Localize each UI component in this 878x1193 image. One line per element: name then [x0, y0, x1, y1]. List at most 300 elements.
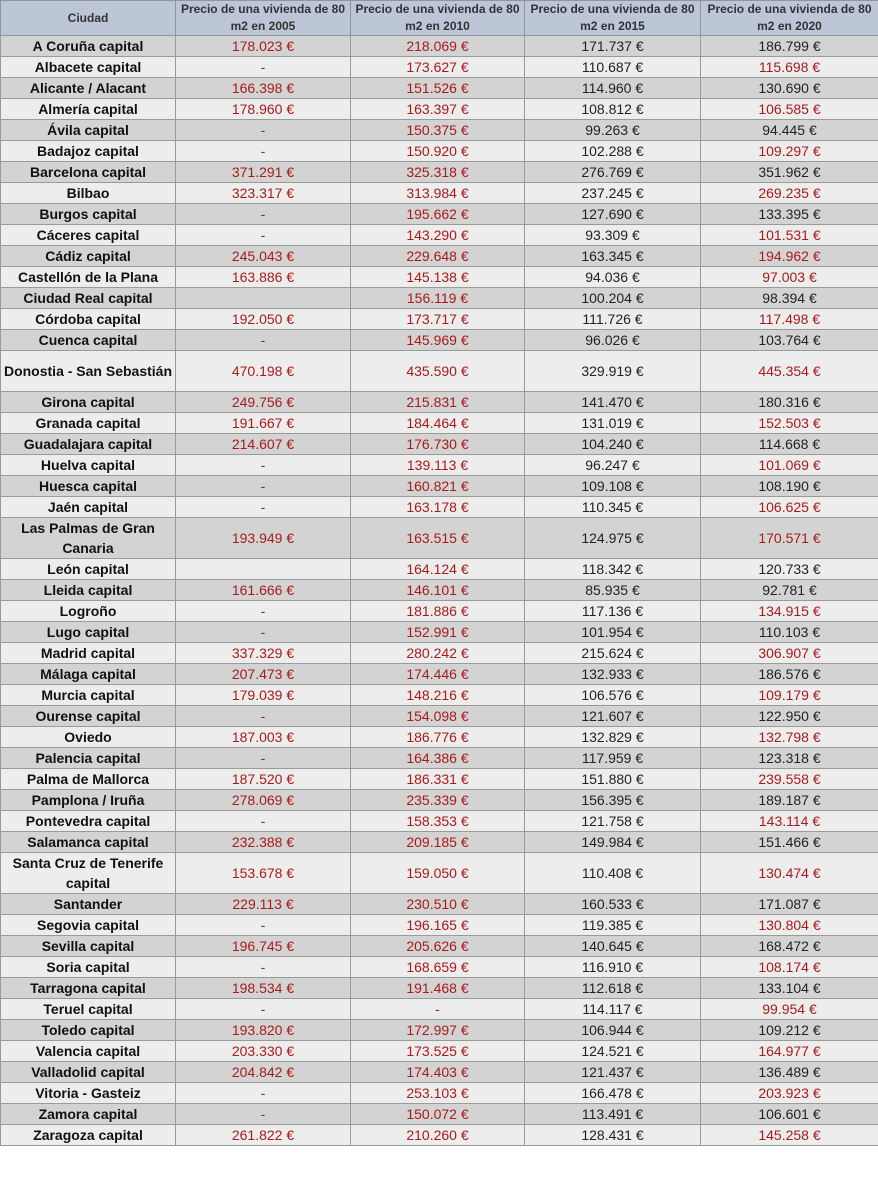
price-2005-cell: - [176, 330, 351, 351]
price-2010-cell: 164.386 € [351, 748, 525, 769]
price-2010-cell: 146.101 € [351, 580, 525, 601]
price-2005-cell: 163.886 € [176, 267, 351, 288]
city-cell: Zaragoza capital [1, 1125, 176, 1146]
price-2015-cell: 329.919 € [525, 351, 701, 392]
city-cell: Valencia capital [1, 1041, 176, 1062]
price-2015-cell: 106.944 € [525, 1020, 701, 1041]
price-2010-cell: 163.397 € [351, 99, 525, 120]
price-2020-cell: 133.395 € [701, 204, 878, 225]
price-2020-cell: 133.104 € [701, 978, 878, 999]
price-2010-cell: 154.098 € [351, 706, 525, 727]
price-2020-cell: 171.087 € [701, 894, 878, 915]
price-2020-cell: 108.174 € [701, 957, 878, 978]
price-2010-cell: 191.468 € [351, 978, 525, 999]
table-row [1, 643, 878, 664]
price-2005-cell: 229.113 € [176, 894, 351, 915]
price-2020-cell: 130.690 € [701, 78, 878, 99]
city-cell: Girona capital [1, 392, 176, 413]
price-2005-cell: 198.534 € [176, 978, 351, 999]
price-2010-cell: 218.069 € [351, 36, 525, 57]
city-cell: Sevilla capital [1, 936, 176, 957]
city-cell: Alicante / Alacant [1, 78, 176, 99]
table-row [1, 288, 878, 309]
table-row [1, 915, 878, 936]
price-2015-cell: 276.769 € [525, 162, 701, 183]
price-2015-cell: 160.533 € [525, 894, 701, 915]
price-2005-cell: 187.003 € [176, 727, 351, 748]
city-cell: Lugo capital [1, 622, 176, 643]
price-2015-cell: 121.607 € [525, 706, 701, 727]
price-2005-cell: 193.949 € [176, 518, 351, 559]
table-row [1, 685, 878, 706]
city-cell: Las Palmas de Gran Canaria [1, 518, 176, 559]
price-2015-cell: 101.954 € [525, 622, 701, 643]
price-2015-cell: 140.645 € [525, 936, 701, 957]
price-2005-cell: - [176, 957, 351, 978]
city-cell: Cuenca capital [1, 330, 176, 351]
price-2015-cell: 124.521 € [525, 1041, 701, 1062]
price-2005-cell: - [176, 999, 351, 1020]
table-row [1, 99, 878, 120]
price-2010-cell: 325.318 € [351, 162, 525, 183]
price-2015-cell: 114.960 € [525, 78, 701, 99]
table-row [1, 978, 878, 999]
price-2005-cell: 179.039 € [176, 685, 351, 706]
city-cell: Castellón de la Plana [1, 267, 176, 288]
table-row [1, 769, 878, 790]
price-2020-cell: 186.799 € [701, 36, 878, 57]
price-2020-cell: 94.445 € [701, 120, 878, 141]
price-2010-cell: 215.831 € [351, 392, 525, 413]
price-2020-cell: 186.576 € [701, 664, 878, 685]
table-row [1, 413, 878, 434]
city-cell: Cádiz capital [1, 246, 176, 267]
price-2015-cell: 109.108 € [525, 476, 701, 497]
price-2010-cell: 148.216 € [351, 685, 525, 706]
table-row [1, 748, 878, 769]
price-2005-cell: 196.745 € [176, 936, 351, 957]
price-2020-cell: 269.235 € [701, 183, 878, 204]
price-2005-cell: - [176, 1104, 351, 1125]
price-2010-cell: 152.991 € [351, 622, 525, 643]
price-2005-cell: - [176, 811, 351, 832]
price-2010-cell: 156.119 € [351, 288, 525, 309]
price-2005-cell: 153.678 € [176, 853, 351, 894]
price-2005-cell: - [176, 141, 351, 162]
price-2020-cell: 109.212 € [701, 1020, 878, 1041]
table-row [1, 455, 878, 476]
price-2005-cell: 261.822 € [176, 1125, 351, 1146]
price-2010-cell: 145.138 € [351, 267, 525, 288]
city-cell: Vitoria - Gasteiz [1, 1083, 176, 1104]
price-2005-cell: 232.388 € [176, 832, 351, 853]
table-row [1, 141, 878, 162]
price-2005-cell: 178.023 € [176, 36, 351, 57]
table-row [1, 1125, 878, 1146]
table-row [1, 330, 878, 351]
price-2015-cell: 163.345 € [525, 246, 701, 267]
price-2015-cell: 156.395 € [525, 790, 701, 811]
city-cell: Córdoba capital [1, 309, 176, 330]
price-2005-cell: 323.317 € [176, 183, 351, 204]
city-cell: Huesca capital [1, 476, 176, 497]
price-2015-cell: 113.491 € [525, 1104, 701, 1125]
price-2015-cell: 121.758 € [525, 811, 701, 832]
price-2005-cell: - [176, 497, 351, 518]
price-2020-cell: 203.923 € [701, 1083, 878, 1104]
table-row [1, 120, 878, 141]
city-cell: Ciudad Real capital [1, 288, 176, 309]
price-2015-cell: 171.737 € [525, 36, 701, 57]
price-2015-cell: 117.959 € [525, 748, 701, 769]
price-2020-cell: 106.625 € [701, 497, 878, 518]
city-cell: León capital [1, 559, 176, 580]
price-2010-cell: 143.290 € [351, 225, 525, 246]
price-2005-cell: 203.330 € [176, 1041, 351, 1062]
price-2015-cell: 93.309 € [525, 225, 701, 246]
price-2005-cell: - [176, 622, 351, 643]
table-row [1, 894, 878, 915]
table-row [1, 183, 878, 204]
price-2010-cell: 139.113 € [351, 455, 525, 476]
price-2010-cell: 173.627 € [351, 57, 525, 78]
price-2020-cell: 110.103 € [701, 622, 878, 643]
price-2010-cell: 158.353 € [351, 811, 525, 832]
price-2020-cell: 306.907 € [701, 643, 878, 664]
price-2005-cell: 166.398 € [176, 78, 351, 99]
price-2005-cell: 193.820 € [176, 1020, 351, 1041]
price-2010-cell: 159.050 € [351, 853, 525, 894]
price-2015-cell: 111.726 € [525, 309, 701, 330]
price-2015-cell: 132.933 € [525, 664, 701, 685]
price-2005-cell: - [176, 476, 351, 497]
table-row [1, 1083, 878, 1104]
table-row [1, 476, 878, 497]
price-2015-cell: 215.624 € [525, 643, 701, 664]
price-2015-cell: 128.431 € [525, 1125, 701, 1146]
price-2020-cell: 92.781 € [701, 580, 878, 601]
city-cell: Toledo capital [1, 1020, 176, 1041]
city-cell: Cáceres capital [1, 225, 176, 246]
price-2010-cell: 229.648 € [351, 246, 525, 267]
price-2020-cell: 143.114 € [701, 811, 878, 832]
price-2005-cell: - [176, 57, 351, 78]
city-cell: Salamanca capital [1, 832, 176, 853]
price-2020-cell: 145.258 € [701, 1125, 878, 1146]
price-2010-cell: 163.515 € [351, 518, 525, 559]
table-row [1, 267, 878, 288]
city-cell: Segovia capital [1, 915, 176, 936]
price-2015-cell: 112.618 € [525, 978, 701, 999]
city-cell: Valladolid capital [1, 1062, 176, 1083]
city-cell: Madrid capital [1, 643, 176, 664]
price-2015-cell: 104.240 € [525, 434, 701, 455]
price-2010-cell: 168.659 € [351, 957, 525, 978]
price-2020-cell: 164.977 € [701, 1041, 878, 1062]
price-2020-cell: 132.798 € [701, 727, 878, 748]
city-cell: Lleida capital [1, 580, 176, 601]
table-row [1, 727, 878, 748]
table-row [1, 853, 878, 894]
table-row [1, 57, 878, 78]
price-2005-cell: 470.198 € [176, 351, 351, 392]
price-2010-cell: 163.178 € [351, 497, 525, 518]
city-cell: Zamora capital [1, 1104, 176, 1125]
price-2005-cell: - [176, 601, 351, 622]
city-cell: Pontevedra capital [1, 811, 176, 832]
city-cell: Soria capital [1, 957, 176, 978]
price-2005-cell: 191.667 € [176, 413, 351, 434]
table-row [1, 36, 878, 57]
city-cell: Málaga capital [1, 664, 176, 685]
header-2005: Precio de una vivienda de 80 m2 en 2005 [176, 1, 351, 36]
table-body [1, 36, 878, 1146]
price-2020-cell: 103.764 € [701, 330, 878, 351]
price-2010-cell: 174.403 € [351, 1062, 525, 1083]
city-cell: A Coruña capital [1, 36, 176, 57]
price-2020-cell: 117.498 € [701, 309, 878, 330]
price-2010-cell: 253.103 € [351, 1083, 525, 1104]
price-2015-cell: 131.019 € [525, 413, 701, 434]
city-cell: Ourense capital [1, 706, 176, 727]
price-2010-cell: 186.776 € [351, 727, 525, 748]
table-row [1, 999, 878, 1020]
table-row [1, 580, 878, 601]
price-2020-cell: 120.733 € [701, 559, 878, 580]
table-row [1, 225, 878, 246]
price-2020-cell: 152.503 € [701, 413, 878, 434]
table-row [1, 162, 878, 183]
price-2020-cell: 136.489 € [701, 1062, 878, 1083]
city-cell: Barcelona capital [1, 162, 176, 183]
price-2005-cell: - [176, 455, 351, 476]
price-2010-cell: 176.730 € [351, 434, 525, 455]
price-2020-cell: 123.318 € [701, 748, 878, 769]
table-row [1, 497, 878, 518]
price-2015-cell: 121.437 € [525, 1062, 701, 1083]
price-2005-cell: 245.043 € [176, 246, 351, 267]
price-2015-cell: 96.026 € [525, 330, 701, 351]
city-cell: Tarragona capital [1, 978, 176, 999]
city-cell: Logroño [1, 601, 176, 622]
price-2010-cell: 174.446 € [351, 664, 525, 685]
price-2020-cell: 97.003 € [701, 267, 878, 288]
header-2020: Precio de una vivienda de 80 m2 en 2020 [701, 1, 878, 36]
price-2020-cell: 239.558 € [701, 769, 878, 790]
table-row [1, 832, 878, 853]
price-2005-cell: 278.069 € [176, 790, 351, 811]
price-2020-cell: 168.472 € [701, 936, 878, 957]
table-row [1, 351, 878, 392]
city-cell: Palencia capital [1, 748, 176, 769]
price-2015-cell: 96.247 € [525, 455, 701, 476]
city-cell: Guadalajara capital [1, 434, 176, 455]
price-2015-cell: 110.408 € [525, 853, 701, 894]
city-cell: Pamplona / Iruña [1, 790, 176, 811]
price-2015-cell: 124.975 € [525, 518, 701, 559]
city-cell: Murcia capital [1, 685, 176, 706]
table-row [1, 1041, 878, 1062]
price-2020-cell: 108.190 € [701, 476, 878, 497]
price-2020-cell: 189.187 € [701, 790, 878, 811]
price-2010-cell: 186.331 € [351, 769, 525, 790]
price-2015-cell: 106.576 € [525, 685, 701, 706]
price-2010-cell: 160.821 € [351, 476, 525, 497]
price-2005-cell: 204.842 € [176, 1062, 351, 1083]
price-2015-cell: 110.687 € [525, 57, 701, 78]
header-row [1, 1, 878, 36]
price-2010-cell: 150.072 € [351, 1104, 525, 1125]
price-2005-cell: - [176, 120, 351, 141]
city-cell: Bilbao [1, 183, 176, 204]
price-2010-cell: 150.375 € [351, 120, 525, 141]
price-2020-cell: 115.698 € [701, 57, 878, 78]
table-row [1, 957, 878, 978]
price-2015-cell: 149.984 € [525, 832, 701, 853]
city-cell: Donostia - San Sebastián [1, 351, 176, 392]
table-row [1, 434, 878, 455]
price-2005-cell: - [176, 748, 351, 769]
price-2015-cell: 166.478 € [525, 1083, 701, 1104]
price-2020-cell: 180.316 € [701, 392, 878, 413]
price-2010-cell: 205.626 € [351, 936, 525, 957]
price-2010-cell: 209.185 € [351, 832, 525, 853]
price-2005-cell: 249.756 € [176, 392, 351, 413]
table-row [1, 518, 878, 559]
table-row [1, 1104, 878, 1125]
header-2010: Precio de una vivienda de 80 m2 en 2010 [351, 1, 525, 36]
price-2005-cell: 214.607 € [176, 434, 351, 455]
price-2010-cell: 184.464 € [351, 413, 525, 434]
header-2015: Precio de una vivienda de 80 m2 en 2015 [525, 1, 701, 36]
price-2015-cell: 119.385 € [525, 915, 701, 936]
table-row [1, 622, 878, 643]
price-2020-cell: 114.668 € [701, 434, 878, 455]
table-row [1, 664, 878, 685]
table-row [1, 559, 878, 580]
city-cell: Teruel capital [1, 999, 176, 1020]
price-2005-cell: 192.050 € [176, 309, 351, 330]
city-cell: Oviedo [1, 727, 176, 748]
price-2015-cell: 94.036 € [525, 267, 701, 288]
price-2020-cell: 130.804 € [701, 915, 878, 936]
table-row [1, 246, 878, 267]
price-2015-cell: 127.690 € [525, 204, 701, 225]
price-2020-cell: 194.962 € [701, 246, 878, 267]
price-2015-cell: 100.204 € [525, 288, 701, 309]
price-2005-cell: 187.520 € [176, 769, 351, 790]
table-row [1, 790, 878, 811]
city-cell: Granada capital [1, 413, 176, 434]
table-row [1, 1020, 878, 1041]
price-2015-cell: 118.342 € [525, 559, 701, 580]
price-2020-cell: 170.571 € [701, 518, 878, 559]
city-cell: Palma de Mallorca [1, 769, 176, 790]
price-2010-cell: - [351, 999, 525, 1020]
table-row [1, 78, 878, 99]
price-2015-cell: 99.263 € [525, 120, 701, 141]
price-2005-cell: - [176, 706, 351, 727]
price-2015-cell: 117.136 € [525, 601, 701, 622]
price-2020-cell: 445.354 € [701, 351, 878, 392]
price-2020-cell: 99.954 € [701, 999, 878, 1020]
price-2015-cell: 141.470 € [525, 392, 701, 413]
price-2020-cell: 106.601 € [701, 1104, 878, 1125]
city-cell: Huelva capital [1, 455, 176, 476]
price-2015-cell: 85.935 € [525, 580, 701, 601]
price-2015-cell: 132.829 € [525, 727, 701, 748]
price-2015-cell: 116.910 € [525, 957, 701, 978]
city-cell: Santa Cruz de Tenerife capital [1, 853, 176, 894]
price-2010-cell: 173.717 € [351, 309, 525, 330]
price-2020-cell: 122.950 € [701, 706, 878, 727]
price-2010-cell: 151.526 € [351, 78, 525, 99]
price-2010-cell: 280.242 € [351, 643, 525, 664]
price-2005-cell: - [176, 204, 351, 225]
price-2005-cell: 371.291 € [176, 162, 351, 183]
city-cell: Ávila capital [1, 120, 176, 141]
table-row [1, 392, 878, 413]
price-2010-cell: 181.886 € [351, 601, 525, 622]
table-row [1, 309, 878, 330]
header-ciudad: Ciudad [1, 1, 176, 36]
price-2020-cell: 101.069 € [701, 455, 878, 476]
price-2005-cell: - [176, 225, 351, 246]
price-2010-cell: 435.590 € [351, 351, 525, 392]
price-2005-cell: - [176, 915, 351, 936]
table-row [1, 601, 878, 622]
price-2010-cell: 173.525 € [351, 1041, 525, 1062]
price-2010-cell: 235.339 € [351, 790, 525, 811]
price-2015-cell: 237.245 € [525, 183, 701, 204]
table-row [1, 706, 878, 727]
price-2020-cell: 101.531 € [701, 225, 878, 246]
price-2005-cell: - [176, 1083, 351, 1104]
price-2010-cell: 210.260 € [351, 1125, 525, 1146]
table-row [1, 1062, 878, 1083]
table-row [1, 204, 878, 225]
price-2005-cell [176, 288, 351, 309]
price-2015-cell: 151.880 € [525, 769, 701, 790]
price-2010-cell: 164.124 € [351, 559, 525, 580]
price-2020-cell: 151.466 € [701, 832, 878, 853]
city-cell: Santander [1, 894, 176, 915]
price-2020-cell: 109.179 € [701, 685, 878, 706]
price-2005-cell: 161.666 € [176, 580, 351, 601]
price-2010-cell: 172.997 € [351, 1020, 525, 1041]
price-2005-cell: 337.329 € [176, 643, 351, 664]
price-2020-cell: 351.962 € [701, 162, 878, 183]
price-2020-cell: 98.394 € [701, 288, 878, 309]
price-2015-cell: 110.345 € [525, 497, 701, 518]
price-2005-cell [176, 559, 351, 580]
price-2010-cell: 230.510 € [351, 894, 525, 915]
city-cell: Jaén capital [1, 497, 176, 518]
price-2010-cell: 195.662 € [351, 204, 525, 225]
city-cell: Badajoz capital [1, 141, 176, 162]
price-2010-cell: 150.920 € [351, 141, 525, 162]
table-row [1, 811, 878, 832]
price-2005-cell: 207.473 € [176, 664, 351, 685]
city-cell: Almería capital [1, 99, 176, 120]
price-2010-cell: 313.984 € [351, 183, 525, 204]
price-2020-cell: 106.585 € [701, 99, 878, 120]
price-2020-cell: 134.915 € [701, 601, 878, 622]
price-2020-cell: 130.474 € [701, 853, 878, 894]
price-2020-cell: 109.297 € [701, 141, 878, 162]
city-cell: Burgos capital [1, 204, 176, 225]
table-row [1, 936, 878, 957]
